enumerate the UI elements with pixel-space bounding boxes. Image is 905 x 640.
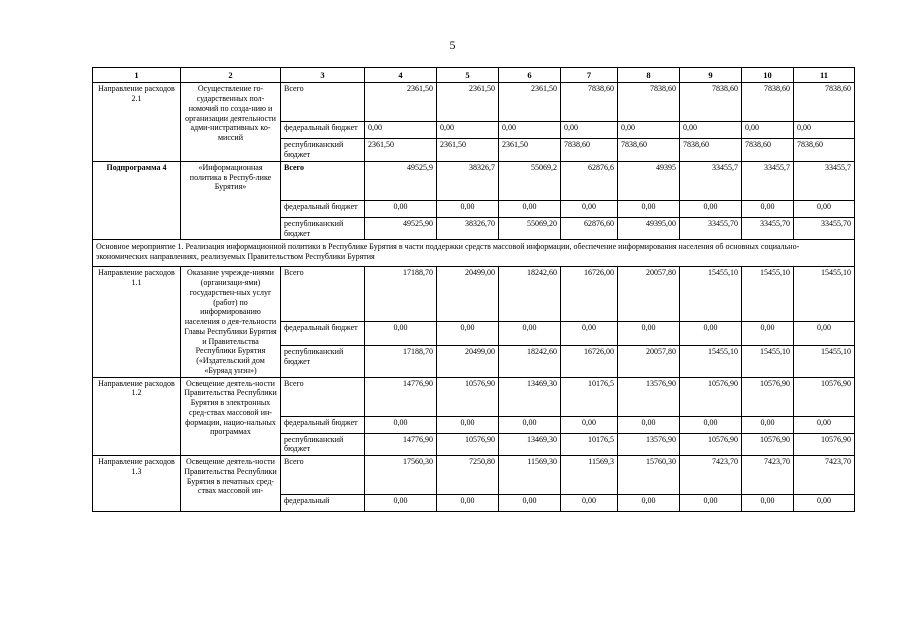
- amount-cell: 7838,60: [742, 139, 794, 162]
- funding-source: республиканский бюджет: [281, 346, 365, 378]
- amount-cell: 38326,7: [437, 161, 499, 200]
- amount-cell: 0,00: [365, 200, 437, 217]
- amount-cell: 7250,80: [437, 456, 499, 495]
- amount-cell: 7838,60: [618, 83, 680, 122]
- table-row: [93, 161, 855, 200]
- amount-cell: 2361,50: [365, 83, 437, 122]
- amount-cell: 49395,00: [618, 217, 680, 240]
- amount-cell: 7423,70: [794, 456, 855, 495]
- amount-cell: 0,00: [561, 322, 618, 346]
- amount-cell: 33455,70: [680, 217, 742, 240]
- column-header: 8: [618, 68, 680, 83]
- activity-name: «Информационная политика в Респуб-лике Бурятия»: [181, 161, 281, 240]
- amount-cell: 0,00: [680, 122, 742, 139]
- amount-cell: 16726,00: [561, 267, 618, 322]
- amount-cell: 11569,3: [561, 456, 618, 495]
- amount-cell: 0,00: [742, 322, 794, 346]
- activity-name: Осуществление го-сударственных пол-номочий по созда-нию и организации деятельности адми-нистративных ко-миссий: [181, 83, 281, 162]
- header-row: [93, 68, 855, 83]
- amount-cell: 49395: [618, 161, 680, 200]
- amount-cell: 33455,7: [794, 161, 855, 200]
- amount-cell: 7423,70: [680, 456, 742, 495]
- amount-cell: 2361,50: [437, 139, 499, 162]
- activity-name: Освещение деятель-ности Правительства Республики Бурятия в печатных сред-ствах массовой ин-: [181, 456, 281, 512]
- amount-cell: 0,00: [499, 122, 561, 139]
- amount-cell: 10576,90: [437, 377, 499, 416]
- amount-cell: 15455,10: [742, 267, 794, 322]
- amount-cell: 0,00: [499, 322, 561, 346]
- funding-source: Всего: [281, 267, 365, 322]
- amount-cell: 0,00: [365, 416, 437, 433]
- funding-source: Всего: [281, 83, 365, 122]
- amount-cell: 2361,50: [437, 83, 499, 122]
- funding-source: Всего: [281, 377, 365, 416]
- funding-source: федеральный бюджет: [281, 200, 365, 217]
- amount-cell: 55069,20: [499, 217, 561, 240]
- amount-cell: 0,00: [437, 322, 499, 346]
- funding-source: федеральный бюджет: [281, 416, 365, 433]
- amount-cell: 0,00: [365, 495, 437, 512]
- amount-cell: 7838,60: [680, 139, 742, 162]
- funding-source: республиканский бюджет: [281, 139, 365, 162]
- amount-cell: 0,00: [618, 322, 680, 346]
- amount-cell: 55069,2: [499, 161, 561, 200]
- amount-cell: 14776,90: [365, 377, 437, 416]
- table-row: [93, 83, 855, 122]
- expense-direction: Направление расходов 1.1: [93, 267, 181, 377]
- amount-cell: 20499,00: [437, 267, 499, 322]
- amount-cell: 7838,60: [742, 83, 794, 122]
- page-number: 5: [449, 38, 456, 52]
- column-header: 1: [93, 68, 181, 83]
- amount-cell: 10576,90: [680, 433, 742, 456]
- amount-cell: 10576,90: [794, 433, 855, 456]
- amount-cell: 15455,10: [680, 346, 742, 378]
- amount-cell: 0,00: [742, 200, 794, 217]
- funding-source: республиканский бюджет: [281, 217, 365, 240]
- expense-direction: Направление расходов 1.3: [93, 456, 181, 512]
- amount-cell: 0,00: [561, 200, 618, 217]
- expense-direction: Подпрограмма 4: [93, 161, 181, 240]
- amount-cell: 0,00: [794, 416, 855, 433]
- column-header: 7: [561, 68, 618, 83]
- amount-cell: 0,00: [365, 322, 437, 346]
- amount-cell: 2361,50: [499, 83, 561, 122]
- amount-cell: 0,00: [618, 416, 680, 433]
- amount-cell: 0,00: [437, 495, 499, 512]
- table-row: [93, 456, 855, 495]
- amount-cell: 0,00: [680, 416, 742, 433]
- amount-cell: 10576,90: [742, 433, 794, 456]
- amount-cell: 7838,60: [794, 139, 855, 162]
- amount-cell: 13576,90: [618, 433, 680, 456]
- amount-cell: 0,00: [499, 416, 561, 433]
- amount-cell: 0,00: [618, 200, 680, 217]
- amount-cell: 15455,10: [794, 346, 855, 378]
- amount-cell: 7838,60: [680, 83, 742, 122]
- amount-cell: 15760,30: [618, 456, 680, 495]
- column-header: 5: [437, 68, 499, 83]
- amount-cell: 20057,80: [618, 267, 680, 322]
- amount-cell: 14776,90: [365, 433, 437, 456]
- amount-cell: 7423,70: [742, 456, 794, 495]
- amount-cell: 0,00: [794, 495, 855, 512]
- amount-cell: 0,00: [618, 122, 680, 139]
- funding-source: федеральный бюджет: [281, 122, 365, 139]
- amount-cell: 38326,70: [437, 217, 499, 240]
- funding-source: Всего: [281, 161, 365, 200]
- amount-cell: 62876,6: [561, 161, 618, 200]
- funding-source: федеральный: [281, 495, 365, 512]
- budget-table: [92, 67, 855, 512]
- amount-cell: 11569,30: [499, 456, 561, 495]
- amount-cell: 0,00: [794, 200, 855, 217]
- funding-source: Всего: [281, 456, 365, 495]
- amount-cell: 17560,30: [365, 456, 437, 495]
- amount-cell: 0,00: [742, 416, 794, 433]
- amount-cell: 33455,7: [680, 161, 742, 200]
- section-title: Основное мероприятие 1. Реализация информационной политики в Республике Бурятия в части поддержки средств массовой информации, обеспечение информирования населения об основных социально-экономических направлениях, реализуемых Правительством Республики Бурятия: [93, 240, 855, 267]
- amount-cell: 49525,9: [365, 161, 437, 200]
- amount-cell: 2361,50: [365, 139, 437, 162]
- amount-cell: 10176,5: [561, 377, 618, 416]
- amount-cell: 0,00: [680, 495, 742, 512]
- amount-cell: 0,00: [794, 322, 855, 346]
- amount-cell: 0,00: [742, 122, 794, 139]
- table-row: [93, 267, 855, 322]
- amount-cell: 10176,5: [561, 433, 618, 456]
- column-header: 10: [742, 68, 794, 83]
- amount-cell: 17188,70: [365, 346, 437, 378]
- funding-source: республиканский бюджет: [281, 433, 365, 456]
- amount-cell: 7838,60: [561, 83, 618, 122]
- amount-cell: 0,00: [561, 122, 618, 139]
- amount-cell: 0,00: [561, 495, 618, 512]
- amount-cell: 20057,80: [618, 346, 680, 378]
- amount-cell: 62876,60: [561, 217, 618, 240]
- amount-cell: 0,00: [680, 200, 742, 217]
- amount-cell: 10576,90: [680, 377, 742, 416]
- amount-cell: 15455,10: [680, 267, 742, 322]
- funding-source: федеральный бюджет: [281, 322, 365, 346]
- column-header: 4: [365, 68, 437, 83]
- amount-cell: 18242,60: [499, 346, 561, 378]
- amount-cell: 0,00: [680, 322, 742, 346]
- amount-cell: 49525,90: [365, 217, 437, 240]
- column-header: 2: [181, 68, 281, 83]
- amount-cell: 15455,10: [742, 346, 794, 378]
- amount-cell: 7838,60: [618, 139, 680, 162]
- expense-direction: Направление расходов 2.1: [93, 83, 181, 162]
- amount-cell: 0,00: [437, 200, 499, 217]
- amount-cell: 10576,90: [437, 433, 499, 456]
- amount-cell: 2361,50: [499, 139, 561, 162]
- amount-cell: 10576,90: [742, 377, 794, 416]
- column-header: 6: [499, 68, 561, 83]
- column-header: 3: [281, 68, 365, 83]
- amount-cell: 18242,60: [499, 267, 561, 322]
- amount-cell: 0,00: [499, 495, 561, 512]
- activity-name: Оказание учрежде-ниями (организаци-ями) государствен-ных услуг (работ) по информированию населения о дея-тельности Главы Республики Бурятия и Правительства Республики Бурятия («Издательский дом «Буряад унэн»): [181, 267, 281, 377]
- table-row: [93, 377, 855, 416]
- amount-cell: 0,00: [437, 122, 499, 139]
- amount-cell: 33455,70: [742, 217, 794, 240]
- amount-cell: 0,00: [561, 416, 618, 433]
- amount-cell: 10576,90: [794, 377, 855, 416]
- amount-cell: 0,00: [794, 122, 855, 139]
- amount-cell: 13469,30: [499, 377, 561, 416]
- amount-cell: 17188,70: [365, 267, 437, 322]
- amount-cell: 33455,70: [794, 217, 855, 240]
- amount-cell: 0,00: [437, 416, 499, 433]
- amount-cell: 0,00: [618, 495, 680, 512]
- amount-cell: 15455,10: [794, 267, 855, 322]
- amount-cell: 13576,90: [618, 377, 680, 416]
- amount-cell: 16726,00: [561, 346, 618, 378]
- amount-cell: 0,00: [742, 495, 794, 512]
- amount-cell: 33455,7: [742, 161, 794, 200]
- expense-direction: Направление расходов 1.2: [93, 377, 181, 456]
- amount-cell: 7838,60: [794, 83, 855, 122]
- activity-name: Освещение деятель-ности Правительства Республики Бурятия в электронных сред-ствах массовой ин-формации, нацио-нальных программах: [181, 377, 281, 456]
- amount-cell: 0,00: [499, 200, 561, 217]
- amount-cell: 20499,00: [437, 346, 499, 378]
- amount-cell: 7838,60: [561, 139, 618, 162]
- column-header: 11: [794, 68, 855, 83]
- section-row: [93, 240, 855, 267]
- column-header: 9: [680, 68, 742, 83]
- amount-cell: 13469,30: [499, 433, 561, 456]
- amount-cell: 0,00: [365, 122, 437, 139]
